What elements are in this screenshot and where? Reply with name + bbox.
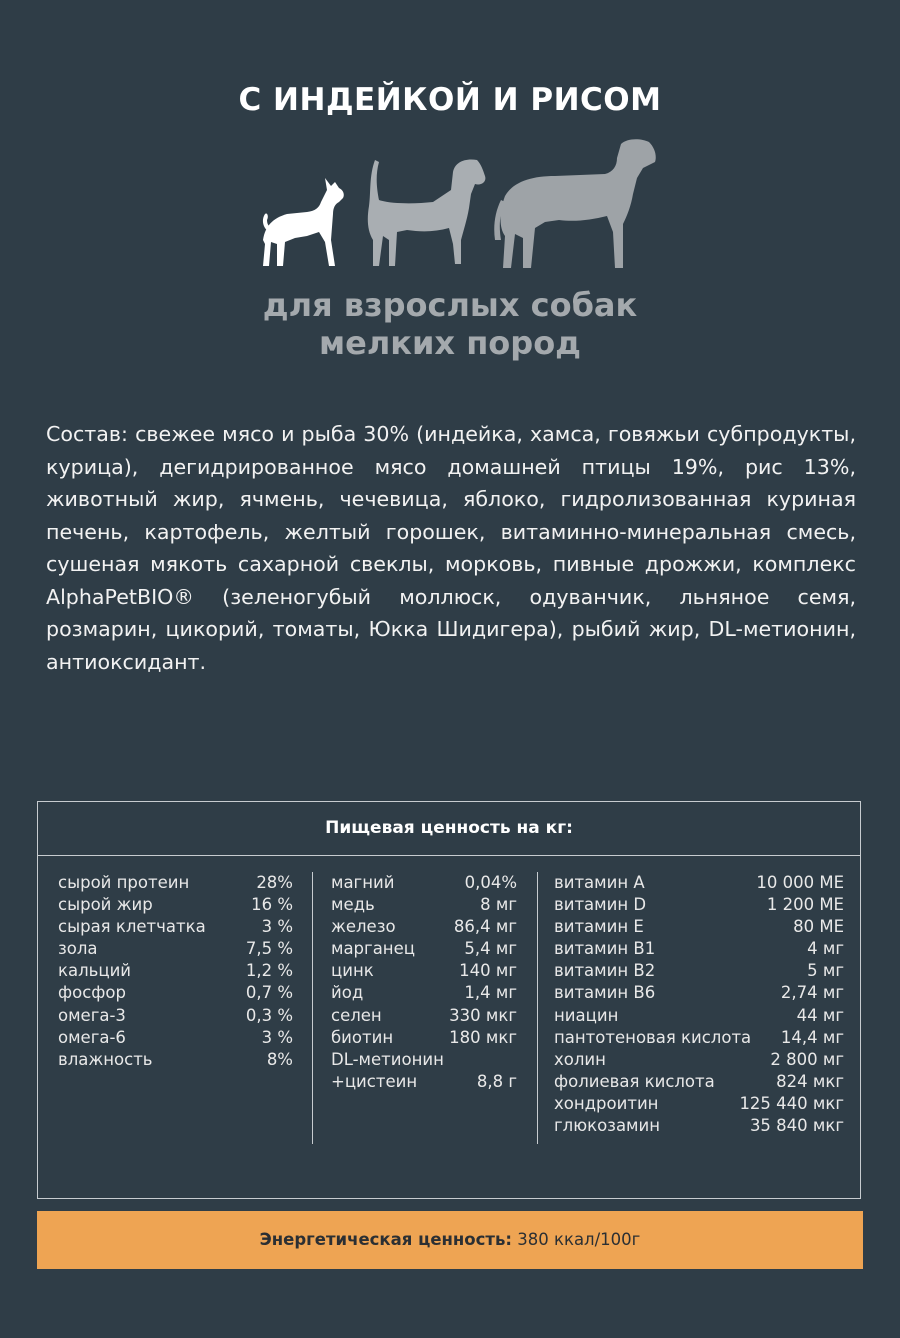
nutrient-name: омега-3 — [58, 1005, 126, 1025]
nutrient-row — [331, 1071, 517, 1093]
nutrient-row — [58, 1005, 293, 1027]
nutrient-name: биотин — [331, 1027, 394, 1047]
nutrient-value: 35 840 мкг — [749, 1116, 844, 1136]
target-audience — [0, 286, 900, 362]
nutrient-value: 0,04% — [464, 873, 517, 892]
nutrient-row — [58, 960, 293, 982]
nutrient-value: 3 % — [261, 917, 293, 937]
nutrient-name: селен — [331, 1005, 382, 1025]
nutrient-value: 125 440 мкг — [739, 1093, 844, 1113]
nutrient-name: марганец — [331, 939, 415, 959]
subtitle-line-1: для взрослых собак — [262, 286, 638, 324]
nutrient-name: фолиевая кислота — [554, 1071, 715, 1091]
nutrient-row — [331, 872, 517, 894]
nutrient-value: 5,4 мг — [464, 939, 517, 959]
nutrient-name: сырая клетчатка — [58, 917, 206, 937]
energy-value: 380 ккал/100г — [512, 1230, 641, 1249]
nutrient-value: 8,8 г — [476, 1071, 517, 1091]
nutrient-name: глюкозамин — [554, 1116, 661, 1136]
nutrient-name: витамин В1 — [554, 939, 656, 959]
nutrient-row — [331, 894, 517, 916]
nutrient-name: омега-6 — [58, 1027, 126, 1047]
nutrient-value: 8 мг — [480, 895, 517, 915]
nutrient-value: 330 мкг — [449, 1005, 517, 1025]
nutrient-row — [554, 1093, 844, 1115]
nutrient-name: витамин Е — [554, 917, 644, 937]
nutrient-value: 1,4 мг — [464, 983, 517, 1003]
nutrient-row — [331, 1049, 517, 1071]
nutrient-row — [331, 1027, 517, 1049]
nutrition-column-2 — [331, 872, 517, 1093]
nutrient-name: хондроитин — [554, 1093, 659, 1113]
nutrient-name: йод — [331, 983, 364, 1003]
nutrient-name: магний — [331, 873, 395, 892]
dog-size-illustration — [255, 132, 665, 274]
nutrient-name: железо — [331, 917, 396, 937]
nutrition-column-1 — [58, 872, 293, 1071]
nutrient-row — [554, 1027, 844, 1049]
nutrient-row — [58, 982, 293, 1004]
nutrient-value: 0,3 % — [245, 1005, 293, 1025]
nutrient-row — [554, 938, 844, 960]
nutrient-name: кальций — [58, 961, 132, 981]
nutrient-name: сырой жир — [58, 895, 153, 915]
large-dog-icon — [494, 139, 656, 268]
nutrient-name: зола — [58, 939, 98, 959]
nutrient-value: 2 800 мг — [770, 1049, 844, 1069]
nutrient-value: 5 мг — [807, 961, 844, 981]
nutrient-value: 10 000 МЕ — [756, 873, 844, 892]
nutrient-row — [331, 938, 517, 960]
nutrient-row — [58, 1049, 293, 1071]
medium-dog-icon — [368, 160, 486, 267]
nutrient-value: 4 мг — [807, 939, 844, 959]
small-dog-icon — [263, 178, 344, 266]
nutrient-row — [554, 872, 844, 894]
nutrient-value: 180 мкг — [449, 1027, 517, 1047]
nutrient-name: цинк — [331, 961, 374, 981]
nutrient-row — [58, 1027, 293, 1049]
subtitle-line-2: мелких пород — [318, 324, 582, 362]
nutrient-row — [331, 982, 517, 1004]
nutrient-name: витамин А — [554, 873, 645, 892]
nutrient-value: 140 мг — [459, 961, 517, 981]
nutrient-row — [58, 938, 293, 960]
nutrient-row — [554, 960, 844, 982]
nutrient-value: 1 200 МЕ — [766, 895, 844, 915]
nutrient-row — [331, 916, 517, 938]
nutrition-column-3 — [554, 872, 844, 1137]
energy-value-bar — [37, 1211, 863, 1269]
nutrient-value: 824 мкг — [776, 1071, 844, 1091]
nutrient-row — [554, 1049, 844, 1071]
nutrient-value: 8% — [266, 1049, 293, 1069]
nutrient-row — [554, 894, 844, 916]
nutrient-row — [554, 1071, 844, 1093]
nutrient-name: фосфор — [58, 983, 126, 1003]
column-divider — [312, 872, 313, 1144]
nutrient-row — [58, 894, 293, 916]
nutrition-table — [37, 801, 861, 1199]
nutrient-value: 16 % — [251, 895, 293, 915]
nutrient-row — [58, 916, 293, 938]
nutrient-name: DL-метионин — [331, 1049, 444, 1069]
nutrient-value: 14,4 мг — [780, 1027, 844, 1047]
energy-label: Энергетическая ценность: — [259, 1230, 513, 1249]
nutrient-row — [554, 1115, 844, 1137]
nutrient-row — [554, 982, 844, 1004]
nutrient-value: 80 МЕ — [793, 917, 844, 937]
nutrient-value: 86,4 мг — [453, 917, 517, 937]
nutrient-value: 0,7 % — [245, 983, 293, 1003]
nutrient-row — [331, 1005, 517, 1027]
nutrient-value: 1,2 % — [245, 961, 293, 981]
nutrient-row — [331, 960, 517, 982]
nutrient-value: 3 % — [261, 1027, 293, 1047]
nutrient-value: 28% — [256, 873, 293, 892]
column-divider — [537, 872, 538, 1144]
nutrient-name: влажность — [58, 1049, 153, 1069]
nutrient-value: 7,5 % — [245, 939, 293, 959]
nutrient-value: 44 мг — [796, 1005, 844, 1025]
nutrient-row — [554, 1005, 844, 1027]
nutrient-value: 2,74 мг — [780, 983, 844, 1003]
nutrient-name: +цистеин — [331, 1071, 418, 1091]
nutrient-name: витамин В6 — [554, 983, 656, 1003]
nutrient-row — [554, 916, 844, 938]
nutrient-name: витамин В2 — [554, 961, 656, 981]
nutrition-title: Пищевая ценность на кг: — [38, 802, 860, 856]
nutrient-row — [58, 872, 293, 894]
nutrient-name: пантотеновая кислота — [554, 1027, 752, 1047]
nutrient-name: ниацин — [554, 1005, 619, 1025]
nutrient-name: сырой протеин — [58, 873, 190, 892]
nutrient-name: витамин D — [554, 895, 647, 915]
product-title: С ИНДЕЙКОЙ И РИСОМ — [238, 82, 662, 118]
composition-text: Состав: свежее мясо и рыба 30% (индейка, хамса, говяжьи субпродукты, курица), дегидрированное мясо домашней птицы 19%, рис 13%, животный жир, ячмень, чечевица, яблоко, гидролизованная куриная печень, картофель, желтый горошек, витаминно-минеральная смесь, сушеная мякоть сахарной свеклы, морковь, пивные дрожжи, комплекс AlphaPetBIO® (зеленогубый моллюск, одуванчик, льняное семя, розмарин, цикорий, томаты, Юкка Шидигера), рыбий жир, DL-метионин, антиоксидант. — [46, 422, 856, 674]
nutrient-name: медь — [331, 895, 375, 915]
nutrient-name: холин — [554, 1049, 606, 1069]
